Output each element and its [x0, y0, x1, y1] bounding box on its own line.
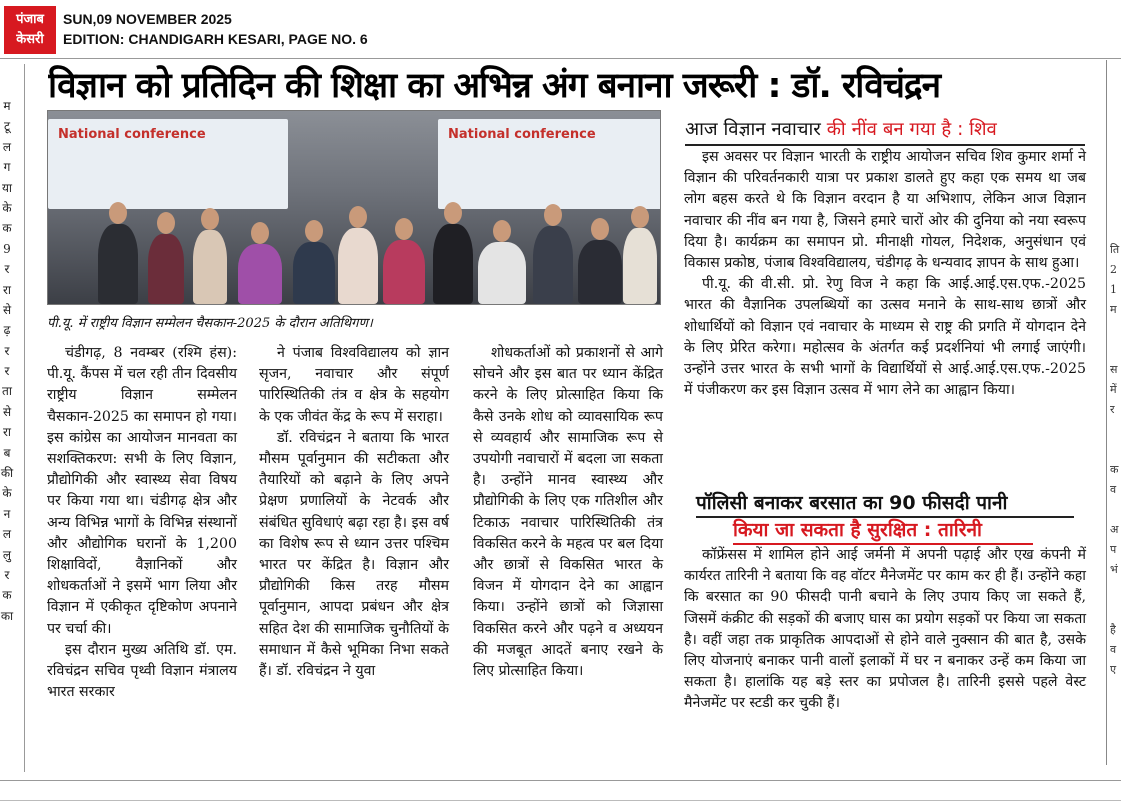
margin-fragment — [1107, 320, 1121, 340]
photo-figure — [433, 224, 473, 304]
logo-line-1: पंजाब — [16, 12, 44, 27]
margin-fragment: 9 — [3, 241, 11, 256]
margin-fragment — [1107, 160, 1121, 180]
margin-fragment: व — [1110, 643, 1117, 656]
margin-fragment: क — [2, 588, 12, 603]
banner-right-text: National conference — [448, 127, 596, 142]
article-paragraph: चंडीगढ़, 8 नवम्बर (रश्मि हंस): पी.यू. कैंपस में चल रही तीन दिवसीय राष्ट्रीय विज्ञान सम्मेलन चैसकान-2025 का समापन हो गया। इस कांग्रेस का आयोजन मानवता का सशक्तिकरण: सभी के लिए विज्ञान, प्रौद्योगिकी और स्वास्थ्य सेवा विषय पर किया गया था। चंडीगढ़ क्षेत्र और अन्य विभिन्न भागों के विभिन्न संस्थानों और औद्योगिक घरानों के 1,200 शिक्षाविदों, वैज्ञानिकों और शोधकर्ताओं ने इसमें भाग लिया और विज्ञान में एकीकृत दृष्टिकोण अपनाने पर चर्चा की। — [47, 345, 237, 637]
margin-fragment: रा — [2, 282, 12, 297]
margin-fragment — [1107, 60, 1121, 80]
column-divider-left — [24, 64, 25, 772]
margin-fragment: है — [1110, 623, 1116, 636]
margin-fragment — [1107, 100, 1121, 120]
margin-fragment: में — [1110, 383, 1117, 396]
sidebar-2-heading-line-1: पॉलिसी बनाकर बरसात का 90 फीसदी पानी — [696, 490, 1074, 518]
left-margin-fragment-column — [0, 96, 14, 626]
margin-fragment: लु — [2, 547, 12, 562]
photo-banner-right — [438, 119, 661, 209]
margin-fragment: क — [1110, 463, 1119, 476]
sidebar-1-heading — [685, 116, 1085, 146]
article-column-3 — [473, 343, 663, 682]
sidebar-paragraph: पी.यू. की वी.सी. प्रो. रेणु विज ने कहा कि आई.आई.एस.एफ.-2025 भारत की वैज्ञानिक उपलब्धियों का उत्सव मनाने के साथ-साथ छात्रों और शोधार्थियों को विज्ञान एवं नवाचार के माध्यम से राष्ट्र की प्रगति में योगदान देने के लिए प्रेरित करेगा। महोत्सव के अंतर्गत कई प्रदर्शनियां भी लगाई जाएंगी। उन्होंने उत्तर भारत के सभी भागों के विद्यार्थियों से आई.आई.एस.एफ.-2025 में पंजीकरण कर इस विज्ञान उत्सव में भाग लेने का आह्वान किया। — [684, 276, 1086, 399]
main-headline: विज्ञान को प्रतिदिन की शिक्षा का अभिन्न अंग बनाना जरूरी : डॉ. रविचंद्रन — [48, 66, 941, 106]
article-paragraph: डॉ. रविचंद्रन ने बताया कि भारत मौसम पूर्वानुमान की सटीकता और तैयारियों को बढ़ाने के लिए अपने प्रेक्षण प्रणालियों के नेटवर्क और संबंधित सुविधाएं बढ़ा रहा है। इस वर्ष का विशेष रूप से ध्यान उत्तर पश्चिम भारत पर केंद्रित है। विज्ञान और प्रौद्योगिकी किस तरह मौसम पूर्वानुमान, आपदा प्रबंधन और क्षेत्र सहित देश की सामाजिक चुनौतियों के समाधान में कैसे भूमिका निभा सकते हैं। डॉ. रविचंद्रन ने युवा — [259, 429, 449, 680]
margin-fragment: का — [0, 608, 14, 623]
margin-fragment: ढ़ — [3, 323, 11, 338]
sidebar-1-heading-black: आज विज्ञान नवाचार — [685, 119, 821, 140]
margin-fragment — [1107, 80, 1121, 100]
banner-left-text: National conference — [58, 127, 206, 142]
photo-caption: पी.यू. में राष्ट्रीय विज्ञान सम्मेलन चैसकान-2025 के दौरान अतिथिगण। — [47, 316, 373, 331]
issue-date: SUN,09 NOVEMBER 2025 — [63, 11, 232, 27]
margin-fragment: ग — [3, 160, 11, 175]
margin-fragment: भं — [1110, 563, 1118, 576]
margin-fragment: व — [1110, 483, 1117, 496]
footer-rule — [0, 800, 1121, 801]
margin-fragment: ता — [2, 384, 12, 399]
margin-fragment — [1107, 200, 1121, 220]
sidebar-paragraph: कॉफ्रेंसस में शामिल होने आई जर्मनी में अपनी पढ़ाई और एख कंपनी में कार्यरत तारिनी ने बताया कि वह वॉटर मैनेजमेंट पर काम कर ही हैं। उन्होंने कहा कि बरसात का 90 फीसदी पानी बचाने के लिए उपाय किए जा सकते हैं, जिसमें कंक्रीट की सड़कों की बजाए घास का प्रयोग सड़कों पर किया जा सकता है। वहीं जहा तक प्राकृतिक आपदाओं से होने वाले नुक्सान की बात है, उसके लिए योजनाएं बनाकर पानी वालों इलाकों में घर न बनाकर उन्हें कम किया जा सकता है। हालांकि यह बड़े स्तर का प्रपोजल है। तारिनी इससे पहले वेस्ट मैनेजमेंट पर स्टडी कर चुकी हैं। — [684, 547, 1086, 712]
article-column-1 — [47, 343, 237, 703]
edition-name: EDITION: CHANDIGARH KESARI, PAGE NO. 6 — [63, 31, 368, 47]
newspaper-logo — [4, 6, 56, 54]
article-paragraph: इस दौरान मुख्य अतिथि डॉ. एम. रविचंद्रन सचिव पृथ्वी विज्ञान मंत्रालय भारत सरकार — [47, 641, 237, 701]
margin-fragment: ल — [2, 139, 12, 154]
margin-fragment — [1107, 140, 1121, 160]
sidebar-1-heading-red: की नींव बन गया है : शिव — [820, 119, 997, 140]
photo-banner-left — [48, 119, 288, 209]
photo-figure — [293, 242, 335, 304]
sidebar-2-heading-line-2: किया जा सकता है सुरक्षित : तारिनी — [733, 517, 1033, 545]
article-column-2 — [259, 343, 449, 682]
margin-fragment — [1107, 440, 1121, 460]
margin-fragment: र — [4, 567, 10, 582]
margin-fragment: के — [2, 486, 12, 501]
photo-figure — [478, 242, 526, 304]
margin-fragment: ति — [1110, 243, 1120, 256]
margin-fragment: ब — [3, 445, 11, 460]
margin-fragment — [1107, 500, 1121, 520]
photo-figure — [148, 234, 184, 304]
margin-fragment: म — [1110, 303, 1117, 316]
margin-fragment: से — [2, 302, 12, 317]
margin-fragment — [1107, 580, 1121, 600]
photo-figure — [623, 228, 657, 304]
event-photo — [47, 110, 661, 305]
photo-figure — [238, 244, 282, 304]
margin-fragment — [1107, 420, 1121, 440]
photo-figure — [338, 228, 378, 304]
bottom-rule — [0, 780, 1121, 781]
photo-figure — [533, 226, 573, 304]
edition-info — [63, 9, 368, 49]
margin-fragment: न — [3, 506, 11, 521]
photo-figure — [383, 240, 425, 304]
margin-fragment: म — [3, 99, 11, 113]
margin-fragment: की — [0, 466, 14, 481]
logo-line-2: केसरी — [16, 32, 44, 47]
article-paragraph: शोधकर्ताओं को प्रकाशनों से आगे सोचने और इस बात पर ध्यान केंद्रित करने के लिए प्रोत्साहित किया कि कैसे उनके शोध को व्यावसायिक रूप से व्यवहार्य और सामाजिक रूप से उपयोगी नवाचारों में बदला जा सकता है। उन्होंने मानव स्वास्थ्य और प्रौद्योगिकी के लिए एक गतिशील और टिकाऊ नवाचार पारिस्थितिकी तंत्र विकसित करने के महत्व पर बल दिया और छात्रों से विकसित भारत के विजन में योगदान देने का आह्वान किया। उन्होंने छात्रों को जिज्ञासा विकसित करने और पढ़ने व अध्ययन की मजबूत आदतें बनाए रखने के लिए प्रोत्साहित किया। — [473, 345, 663, 680]
margin-fragment: स — [1110, 363, 1118, 376]
margin-fragment — [1107, 120, 1121, 140]
margin-fragment: र — [4, 364, 10, 379]
margin-fragment — [1107, 340, 1121, 360]
margin-fragment: ल — [2, 527, 12, 542]
sidebar-paragraph: इस अवसर पर विज्ञान भारती के राष्ट्रीय आयोजन सचिव शिव कुमार शर्मा ने विज्ञान की परिवर्तनकारी यात्रा पर प्रकाश डालते हुए कहा एक समय था जब लोग बहस करते थे कि विज्ञान वरदान है या अभिशाप, लेकिन आज विज्ञान नवाचार की नींव बन गया है, जिसने हमारे चारों ओर की दुनिया को नया स्वरूप दिया है। कार्यक्रम का समापन प्रो. मीनाक्षी गोयल, निदेशक, अनुसंधान एवं विकास प्रकोष्ठ, पंजाब विश्वविद्यालय, चंडीगढ़ के धन्यवाद ज्ञापन के साथ हुआ। — [684, 149, 1086, 272]
photo-figure — [98, 224, 138, 304]
margin-fragment — [1107, 180, 1121, 200]
photo-figure — [193, 230, 227, 304]
margin-fragment: 1 — [1110, 283, 1117, 296]
article-paragraph: ने पंजाब विश्वविद्यालय को ज्ञान सृजन, नवाचार और संपूर्ण पारिस्थितिकी तंत्र व क्षेत्र के सहयोग के एक जीवंत केंद्र के रूप में सराहा। — [259, 345, 449, 425]
sidebar-1-body — [684, 147, 1086, 401]
sidebar-2-body — [684, 545, 1086, 715]
photo-figure — [578, 240, 622, 304]
margin-fragment: ए — [1110, 663, 1117, 676]
top-rule — [0, 58, 1121, 59]
margin-fragment: के — [2, 200, 12, 215]
margin-fragment: रा — [2, 425, 12, 440]
margin-fragment: 2 — [1110, 263, 1117, 276]
margin-fragment: या — [1, 180, 13, 195]
right-margin-fragment-column — [1106, 60, 1121, 765]
margin-fragment: टू — [3, 119, 11, 134]
margin-fragment — [1107, 600, 1121, 620]
margin-fragment: प — [1110, 543, 1117, 556]
margin-fragment: से — [2, 404, 12, 419]
margin-fragment: र — [4, 262, 10, 277]
margin-fragment: अ — [1110, 523, 1119, 536]
margin-fragment — [1107, 220, 1121, 240]
margin-fragment: क — [2, 221, 12, 236]
margin-fragment: र — [1110, 403, 1115, 416]
margin-fragment: र — [4, 343, 10, 358]
